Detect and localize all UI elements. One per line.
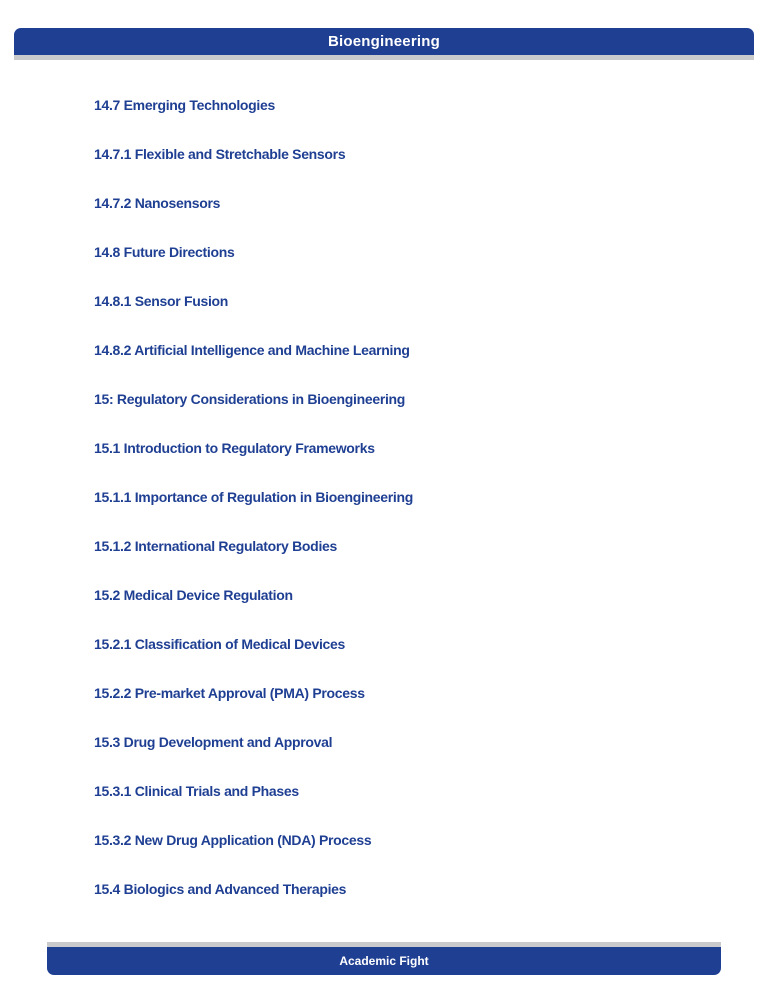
toc-item[interactable]: 15.4 Biologics and Advanced Therapies (94, 881, 347, 897)
toc-item[interactable]: 15.2 Medical Device Regulation (94, 587, 293, 603)
toc-item[interactable]: 15.2.2 Pre-market Approval (PMA) Process (94, 685, 365, 701)
toc-item[interactable]: 15.3.1 Clinical Trials and Phases (94, 783, 299, 799)
toc-item[interactable]: 14.8 Future Directions (94, 244, 235, 260)
table-of-contents (94, 94, 734, 927)
toc-item[interactable]: 15.1.2 International Regulatory Bodies (94, 538, 337, 554)
toc-item[interactable]: 15.1 Introduction to Regulatory Frameworks (94, 440, 375, 456)
toc-item[interactable]: 14.7 Emerging Technologies (94, 97, 275, 113)
header-divider (14, 55, 754, 60)
toc-item[interactable]: 14.8.1 Sensor Fusion (94, 293, 229, 309)
footer-bar (47, 947, 721, 975)
toc-item[interactable]: 15.3 Drug Development and Approval (94, 734, 333, 750)
header-bar (14, 28, 754, 55)
toc-item[interactable]: 15.3.2 New Drug Application (NDA) Process (94, 832, 372, 848)
footer-label: Academic Fight (339, 954, 429, 968)
toc-item[interactable]: 14.7.1 Flexible and Stretchable Sensors (94, 146, 346, 162)
toc-item[interactable]: 14.7.2 Nanosensors (94, 195, 221, 211)
toc-item[interactable]: 14.8.2 Artificial Intelligence and Machine Learning (94, 342, 410, 358)
toc-item[interactable]: 15.1.1 Importance of Regulation in Bioengineering (94, 489, 414, 505)
header-title: Bioengineering (328, 33, 440, 50)
toc-item[interactable]: 15: Regulatory Considerations in Bioengineering (94, 391, 406, 407)
toc-item[interactable]: 15.2.1 Classification of Medical Devices (94, 636, 346, 652)
